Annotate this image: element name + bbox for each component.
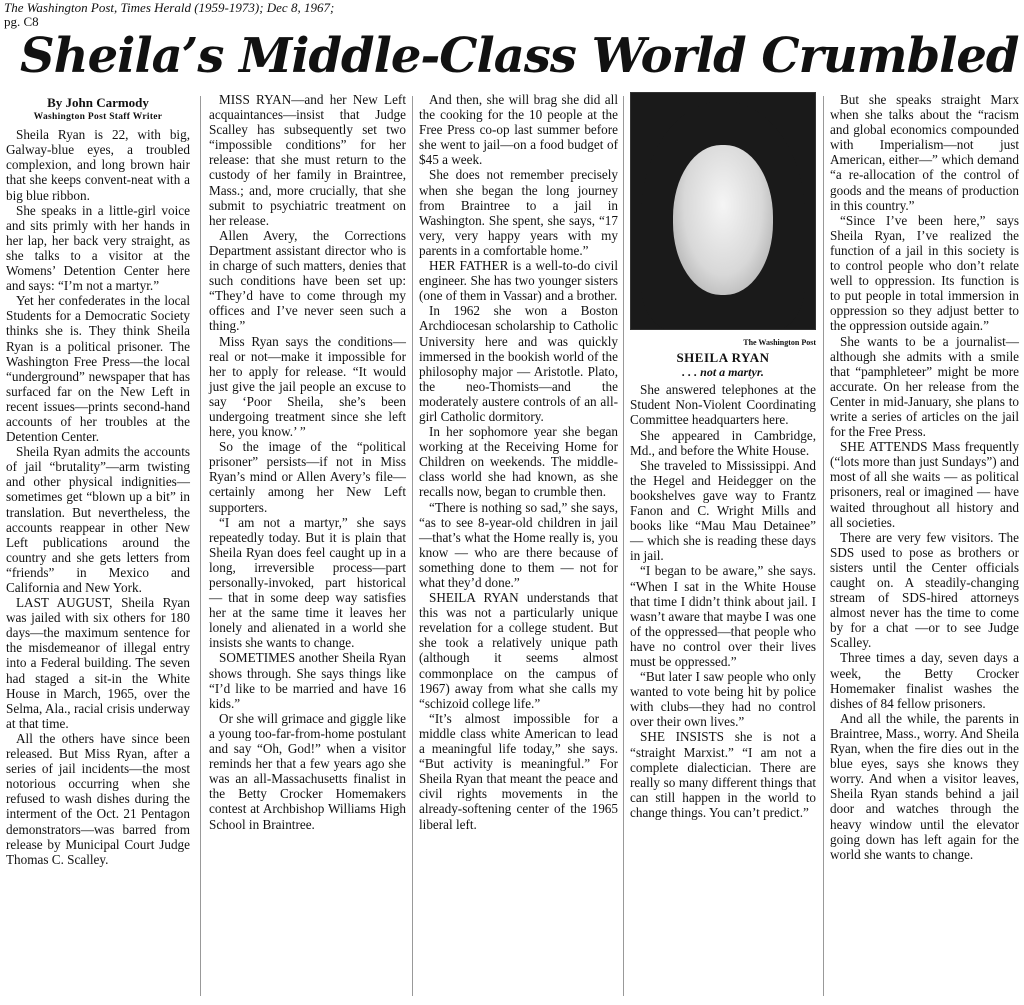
photo-caption-sub: . . . not a martyr. bbox=[682, 365, 764, 380]
paragraph: She appeared in Cambridge, Md., and before the White House. bbox=[630, 427, 816, 458]
paragraph: And all the while, the parents in Braintree, Mass., worry. And Sheila Ryan, when the fire dies out in the blue eyes, says she knows they worry. And when a visitor leaves, Sheila Ryan stands behind a jail door and watches through the heavy window until the elevator going down has left again for the world she wants to change. bbox=[830, 710, 1019, 862]
article-column-4 bbox=[630, 92, 816, 820]
source-line: The Washington Post, Times Herald (1959-1973); Dec 8, 1967; bbox=[4, 0, 335, 15]
paragraph: Sheila Ryan is 22, with big, Galway-blue eyes, a troubled complexion, and long brown hair that she keeps convent-neat with a big blue ribbon. bbox=[6, 127, 190, 203]
paragraph: SHE INSISTS she is not a “straight Marxist.” “I am not a complete dialectician. There are really so many different things that can still happen in the world to change things. You can’t predict.” bbox=[630, 729, 816, 820]
paragraph: Allen Avery, the Corrections Department assistant director who is in charge of such matters, denies that such conditions have been set up: “They’d have to come through my offices and I’ve never seen such a thing.” bbox=[209, 227, 406, 334]
paragraph: SHE ATTENDS Mass frequently (“lots more than just Sundays”) and most of all she waits — as political prisoners, real or imagined — have waited throughout all history and all societies. bbox=[830, 439, 1019, 530]
paragraph: She does not remember precisely when she began the long journey from Braintree to a jail in Washington. She spent, she says, “17 very, very happy years with my parents in a comfortable home.” bbox=[419, 167, 618, 258]
portrait-photo bbox=[630, 92, 816, 330]
paragraph: “I am not a martyr,” she says repeatedly today. But it is plain that Sheila Ryan does feel caught up in a long, irreversible process—part personally-invoked, part historical — that in some deep way satisfies her at the same time it leaves her lonely and alienated in a world she insists she wants to change. bbox=[209, 514, 406, 651]
paragraph: “Since I’ve been here,” says Sheila Ryan, I’ve realized the function of a jail in this society is to control people who don’t relate well to oppression. Its function is to put people in total immersion in oppression so they adjust better to the oppression outside again.” bbox=[830, 212, 1019, 334]
paragraph: And then, she will brag she did all the cooking for the 10 people at the Free Press co-op last summer before she went to jail—on a food budget of $45 a week. bbox=[419, 92, 618, 168]
column-rule bbox=[623, 96, 624, 996]
photo-face-shape bbox=[673, 145, 773, 295]
article-column-3 bbox=[419, 92, 618, 832]
photo-credit: The Washington Post bbox=[743, 338, 816, 347]
paragraph: She wants to be a journalist—although she admits with a smile that “pamphleteer” might be more accurate. On her release from the Center in mid-January, she plans to write a series of articles on the jail for the Free Press. bbox=[830, 333, 1019, 440]
byline-staff: Washington Post Staff Writer bbox=[33, 112, 163, 123]
column-rule bbox=[412, 96, 413, 996]
column-rule bbox=[200, 96, 201, 996]
paragraph: There are very few visitors. The SDS used to pose as brothers or sisters until the Center officials caught on. A steadily-changing stream of SDS-hired attorneys almost never has the time to come by for a chat —or to see Judge Scalley. bbox=[830, 529, 1019, 651]
paragraph: “It’s almost impossible for a middle class white American to lead a meaningful life today,” she says. “But activity is meaningful.” For Sheila Ryan that meant the peace and civil rights movements in the already-softening center of the 1965 liberal left. bbox=[419, 710, 618, 832]
article-column-5 bbox=[830, 92, 1019, 862]
headline: Sheila’s Middle-Class World Crumbled bbox=[20, 28, 1019, 84]
paragraph: But she speaks straight Marx when she talks about the “racism and global economics compounded with Imperialism—not just American, either—” which demand “a re-allocation of the control of goods and the means of production in this country.” bbox=[830, 92, 1019, 213]
paragraph: MISS RYAN—and her New Left acquaintances—insist that Judge Scalley has subsequently set two “impossible conditions” for her release: that she must return to the custody of her family in Braintree, Mass.; and, more crucially, that she submit to psychiatric treatment on her release. bbox=[209, 92, 406, 228]
byline: By John Carmody bbox=[47, 95, 149, 110]
article-column-2 bbox=[209, 92, 406, 832]
paragraph: “But later I saw people who only wanted to vote being hit by police with clubs—they had no control over their own lives.” bbox=[630, 669, 816, 730]
paragraph: Sheila Ryan admits the accounts of jail “brutality”—arm twisting and other physical indignities—sometimes get “blown up a bit” in translation. But nevertheless, the accounts reappear in other New Left publications around the country and she gets letters from “friends” in Mexico and California and New York. bbox=[6, 444, 190, 595]
paragraph: All the others have since been released. But Miss Ryan, after a series of jail incidents—the most notorious occurring when she refused to wash dishes during the interment of the Oct. 21 Pentagon demonstrators—was barred from release by Municipal Court Judge Thomas C. Scalley. bbox=[6, 730, 190, 867]
page-number: pg. C8 bbox=[4, 14, 39, 29]
paragraph: Yet her confederates in the local Students for a Democratic Society thinks she is. They think Sheila Ryan is a political prisoner. The Washington Free Press—the local “underground” newspaper that has surfaced far on the New Left in recent issues—prints second-hand accounts of her troubles at the Detention Center. bbox=[6, 293, 190, 445]
paragraph: “There is nothing so sad,” she says, “as to see 8-year-old children in jail—that’s what the Home really is, you know — who are there because of something done to them — not for what they’d done.” bbox=[419, 499, 618, 590]
paragraph: She answered telephones at the Student Non-Violent Coordinating Committee headquarters here. bbox=[630, 382, 816, 428]
photo-caption-name: SHEILA RYAN bbox=[676, 350, 770, 366]
paragraph: SHEILA RYAN understands that this was not a particularly unique revelation for a college student. But she took a relatively unique path (although it seems almost commonplace on the campus of 1967) away from what she calls my “schizoid college life.” bbox=[419, 590, 618, 711]
paragraph: “I began to be aware,” she says. “When I sat in the White House that time I didn’t think about jail. I wasn’t aware that maybe I was one of the oppressed—that people who have no control over their lives must be oppressed.” bbox=[630, 563, 816, 669]
paragraph: LAST AUGUST, Sheila Ryan was jailed with six others for 180 days—the maximum sentence for the misdemeanor of illegal entry into a Federal building. The seven had staged a sit-in the White House in March, 1965, over the Selma, Ala., racial crisis underway at that time. bbox=[6, 595, 190, 731]
paragraph: In 1962 she won a Boston Archdiocesan scholarship to Catholic University here and was quickly immersed in the bookish world of the philosophy major — Aristotle. Plato, the neo-Thomists—and the moderately austere controls of an all-girl Catholic dormitory. bbox=[419, 303, 618, 424]
paragraph: Or she will grimace and giggle like a young too-far-from-home postulant and say “Oh, God!” when a visitor reminds her that a few years ago she was an all-Massachusetts finalist in the Betty Crocker Homemakers contest at Archbishop Williams High School in Braintree. bbox=[209, 710, 406, 832]
paragraph: So the image of the “political prisoner” persists—if not in Miss Ryan’s mind or Allen Avery’s file—certainly among her New Left supporters. bbox=[209, 439, 406, 515]
paragraph: Three times a day, seven days a week, the Betty Crocker Homemaker finalist washes the dishes of 84 fellow prisoners. bbox=[830, 650, 1019, 711]
paragraph: HER FATHER is a well-to-do civil engineer. She has two younger sisters (one of them in Vassar) and a brother. bbox=[419, 258, 618, 304]
paragraph: She speaks in a little-girl voice and sits primly with her hands in her lap, her back very straight, as she talks to a visitor at the Womens’ Detention Center here and says: “I’m not a martyr.” bbox=[6, 202, 190, 294]
source-citation bbox=[4, 1, 334, 29]
paragraph: Miss Ryan says the conditions—real or not—make it impossible for her to apply for release. “It would just give the jail people an excuse to say ‘Poor Sheila, she’s been undergoing treatment since she left here, you know.’ ” bbox=[209, 333, 406, 440]
column-rule bbox=[823, 96, 824, 996]
article-column-1 bbox=[6, 92, 190, 867]
paragraph: SOMETIMES another Sheila Ryan shows through. She says things like “I’d like to be married and have 16 kids.” bbox=[209, 650, 406, 711]
paragraph: In her sophomore year she began working at the Receiving Home for Children on weekends. The middle-class world she had known, as she recalls now, began to crumble then. bbox=[419, 424, 618, 500]
paragraph: She traveled to Mississippi. And the Hegel and Heidegger on the bookshelves gave way to Frantz Fanon and C. Wright Mills and books like “Mau Mau Detainee” — which she is reading these days in jail. bbox=[630, 457, 816, 564]
